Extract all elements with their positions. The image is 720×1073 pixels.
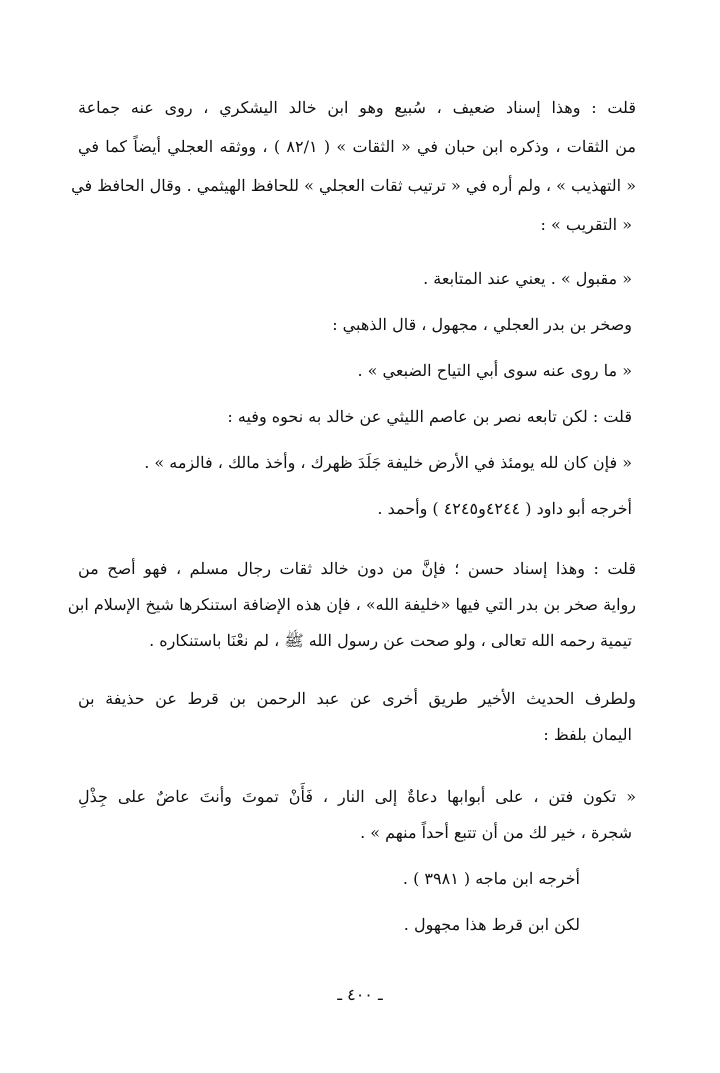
citation-line: أخرجه ابن ماجه ( ٣٩٨١ ) .	[402, 869, 580, 888]
text-line: تيمية رحمه الله تعالى ، ولو صحت عن رسول الله ﷺ ، لم نعْنَا باستنكاره .	[149, 631, 632, 650]
page-number: ـ ٤٠٠ ـ	[337, 985, 383, 1004]
quote-line: « فإن كان لله يومئذ في الأرض خليفة جَلَدَ ظهرك ، وأخذ مالك ، فالزمه » .	[144, 453, 632, 472]
quote-line: « مقبول » . يعني عند المتابعة .	[423, 269, 632, 288]
text-line: من الثقات ، وذكره ابن حبان في « الثقات » ( ٨٢/١ ) ، ووثقه العجلي أيضاً كما في	[78, 137, 637, 156]
text-line: لكن ابن قرط هذا مجهول .	[403, 915, 580, 934]
text-line: رواية صخر بن بدر التي فيها «خليفة الله» ، فإن هذه الإضافة استنكرها شيخ الإسلام ابن	[67, 595, 636, 614]
text-line: قلت : لكن تابعه نصر بن عاصم الليثي عن خالد به نحوه وفيه :	[227, 407, 632, 426]
text-line: وصخر بن بدر العجلي ، مجهول ، قال الذهبي :	[332, 315, 632, 334]
text-line: اليمان بلفظ :	[543, 725, 632, 744]
text-line: ولطرف الحديث الأخير طريق أخرى عن عبد الرحمن بن قرط عن حذيفة بن	[78, 689, 636, 708]
text-line: قلت : وهذا إسناد ضعيف ، سُبيع وهو ابن خالد اليشكري ، روى عنه جماعة	[78, 98, 637, 117]
citation-line: أخرجه أبو داود ( ٤٢٤٤و٤٢٤٥ ) وأحمد .	[377, 499, 632, 518]
text-line: « التهذيب » ، ولم أره في « ترتيب ثقات العجلي » للحافظ الهيثمي . وقال الحافظ في	[71, 176, 636, 195]
quote-line: « تكون فتن ، على أبوابها دعاةٌ إلى النار ، فَأَنْ تموتَ وأنتَ عاضٌ على جِذْلِ	[78, 787, 636, 806]
quote-line: شجرة ، خير لك من أن تتبع أحداً منهم » .	[360, 823, 632, 842]
text-line: « التقريب » :	[540, 215, 632, 234]
quote-line: « ما روى عنه سوى أبي التياح الضبعي » .	[357, 361, 632, 380]
text-line: قلت : وهذا إسناد حسن ؛ فإنَّ من دون خالد ثقات رجال مسلم ، فهو أصح من	[78, 559, 636, 578]
